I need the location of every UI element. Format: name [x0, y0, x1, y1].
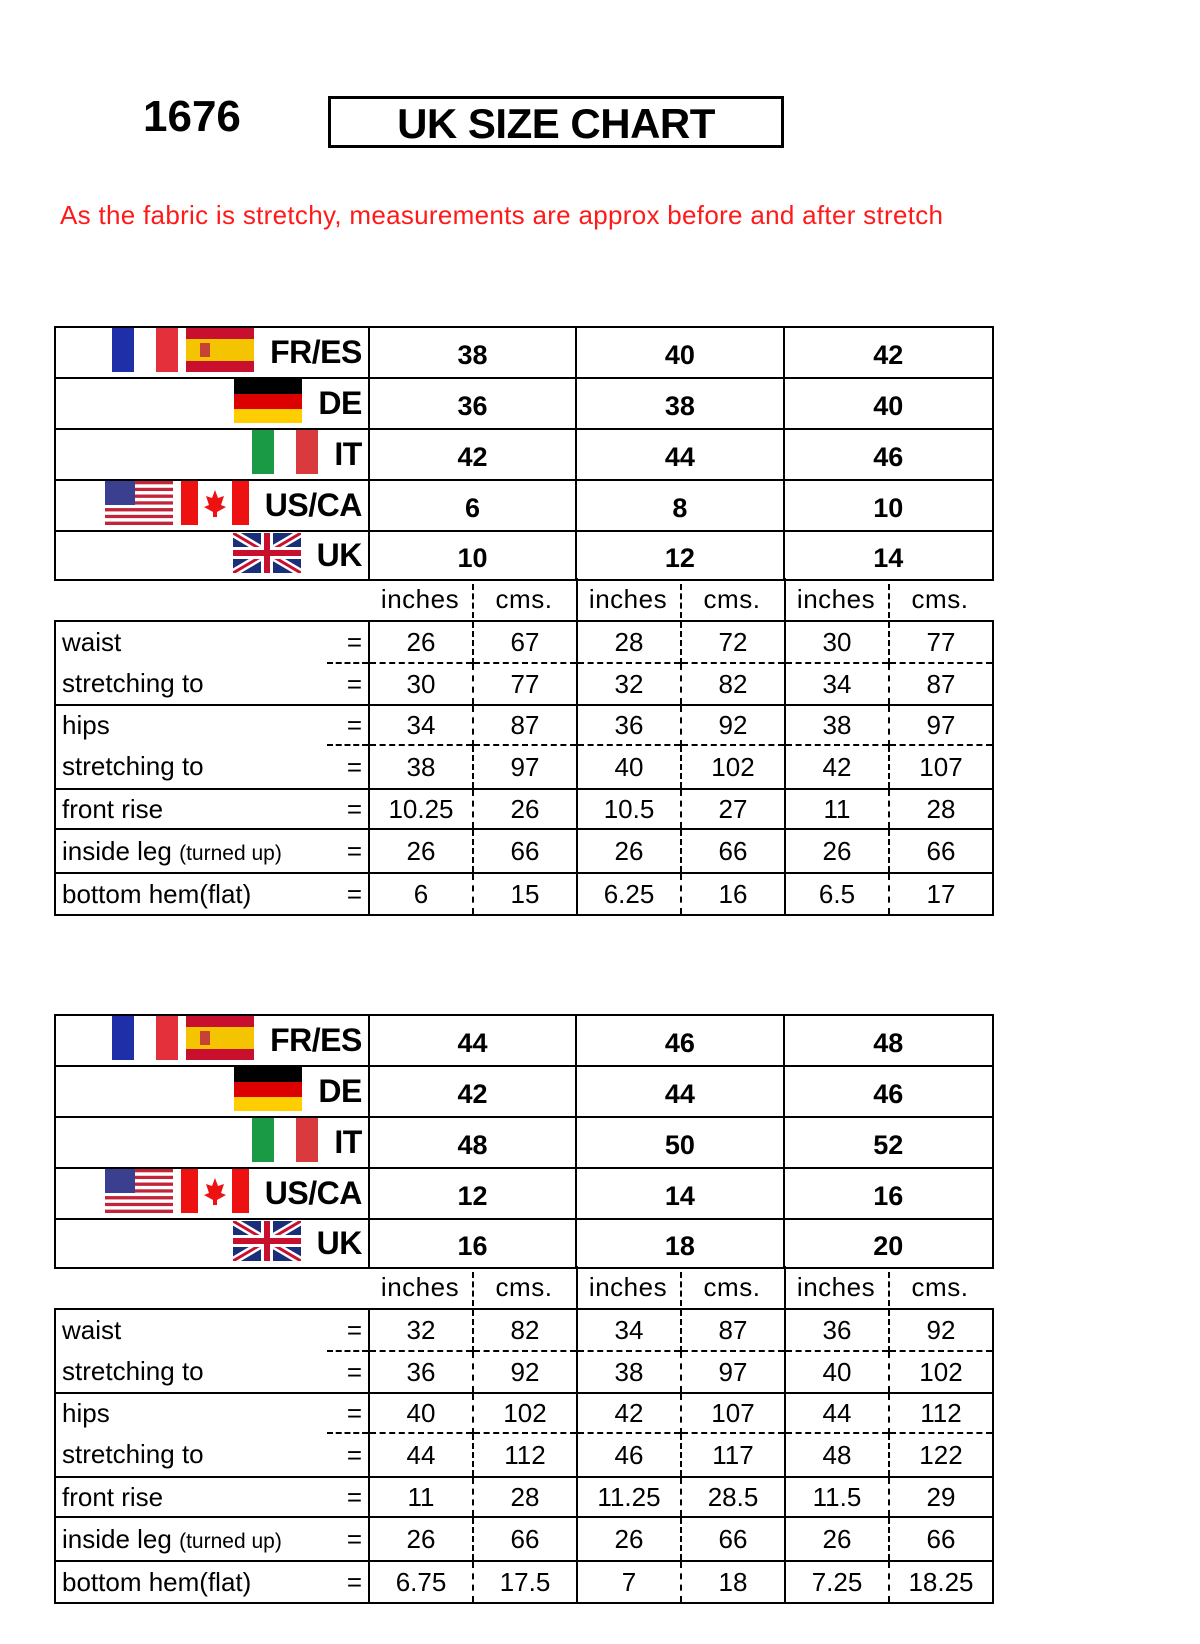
measure-value: 10.5: [577, 789, 681, 829]
usa-flag-icon: [105, 1169, 173, 1218]
measurements-table: [54, 620, 994, 916]
measure-value: 6.25: [577, 873, 681, 915]
measure-value: 10.25: [369, 789, 473, 829]
measure-value: 48: [785, 1433, 889, 1477]
measure-value: 28: [889, 789, 993, 829]
measure-row-waist-stretch: [55, 1351, 993, 1393]
size-value: 6: [369, 480, 576, 531]
measure-value: 92: [681, 705, 785, 745]
measure-value: 72: [681, 621, 785, 663]
size-table-2: [54, 1014, 994, 1614]
measure-value: 92: [473, 1351, 577, 1393]
unit-inches: inches: [796, 1272, 876, 1302]
size-row-fr_es: [55, 1015, 993, 1066]
units-header: [368, 578, 994, 620]
measure-label: stretching to: [55, 745, 327, 789]
measure-value: 102: [473, 1393, 577, 1433]
measure-value: 7: [577, 1561, 681, 1603]
unit-cms: cms.: [911, 584, 969, 614]
measure-value: 17.5: [473, 1561, 577, 1603]
measure-value: 26: [577, 829, 681, 873]
equals-sign: =: [327, 1309, 369, 1351]
size-value: 14: [576, 1168, 783, 1219]
size-conversion-table: [54, 1014, 994, 1269]
size-value: 18: [576, 1219, 783, 1268]
size-value: 46: [784, 429, 993, 480]
measure-value: 40: [577, 745, 681, 789]
france-flag-icon: [112, 328, 178, 377]
measure-value: 26: [785, 1517, 889, 1561]
measure-value: 26: [785, 829, 889, 873]
measure-value: 34: [369, 705, 473, 745]
measure-row-hips: [55, 705, 993, 745]
size-value: 42: [369, 429, 576, 480]
size-system-label: FR/ES: [270, 1022, 362, 1058]
measure-value: 38: [369, 745, 473, 789]
measure-label: stretching to: [55, 1433, 327, 1477]
measure-label: front rise: [55, 1477, 327, 1517]
measure-row-inside-leg: [55, 829, 993, 873]
measure-value: 40: [369, 1393, 473, 1433]
measure-value: 15: [473, 873, 577, 915]
uk-flag-icon: [233, 533, 301, 578]
measure-label: front rise: [55, 789, 327, 829]
size-value: 38: [576, 378, 783, 429]
spain-flag-icon: [186, 1016, 254, 1065]
measure-value: 112: [473, 1433, 577, 1477]
uk-flag-icon: [233, 1221, 301, 1266]
unit-cms: cms.: [703, 1272, 761, 1302]
measure-value: 11: [785, 789, 889, 829]
product-code: 1676: [143, 92, 241, 141]
size-system-label: US/CA: [264, 1175, 362, 1211]
measure-value: 30: [369, 663, 473, 705]
size-table-1: [54, 326, 994, 926]
measure-value: 77: [473, 663, 577, 705]
measure-value: 26: [577, 1517, 681, 1561]
measure-label: waist: [55, 621, 327, 663]
measure-row-hips: [55, 1393, 993, 1433]
equals-sign: =: [327, 705, 369, 745]
unit-inches: inches: [796, 584, 876, 614]
size-value: 12: [576, 531, 783, 580]
size-value: 46: [576, 1015, 783, 1066]
equals-sign: =: [327, 1393, 369, 1433]
measure-value: 38: [785, 705, 889, 745]
measurements-table: [54, 1308, 994, 1604]
measure-value: 18.25: [889, 1561, 993, 1603]
measure-value: 46: [577, 1433, 681, 1477]
size-system-label: UK: [316, 537, 362, 573]
equals-sign: =: [327, 1561, 369, 1603]
equals-sign: =: [327, 1477, 369, 1517]
measure-value: 87: [473, 705, 577, 745]
measure-value: 26: [369, 1517, 473, 1561]
equals-sign: =: [327, 621, 369, 663]
measure-value: 34: [785, 663, 889, 705]
measure-value: 6.75: [369, 1561, 473, 1603]
measure-value: 92: [889, 1309, 993, 1351]
size-value: 50: [576, 1117, 783, 1168]
measure-value: 102: [889, 1351, 993, 1393]
equals-sign: =: [327, 1517, 369, 1561]
measure-value: 77: [889, 621, 993, 663]
size-value: 16: [369, 1219, 576, 1268]
unit-cms: cms.: [495, 584, 553, 614]
measure-value: 117: [681, 1433, 785, 1477]
measure-value: 16: [681, 873, 785, 915]
measure-value: 66: [473, 1517, 577, 1561]
size-value: 48: [369, 1117, 576, 1168]
unit-inches: inches: [380, 584, 460, 614]
size-row-fr_es: [55, 327, 993, 378]
measure-label: inside leg (turned up): [55, 829, 327, 873]
equals-sign: =: [327, 745, 369, 789]
unit-inches: inches: [588, 1272, 668, 1302]
unit-cms: cms.: [911, 1272, 969, 1302]
measure-value: 36: [577, 705, 681, 745]
measure-value: 27: [681, 789, 785, 829]
size-value: 36: [369, 378, 576, 429]
germany-flag-icon: [234, 1067, 302, 1116]
size-value: 10: [369, 531, 576, 580]
measure-value: 28: [473, 1477, 577, 1517]
unit-cms: cms.: [495, 1272, 553, 1302]
measure-value: 28: [577, 621, 681, 663]
measure-label: bottom hem(flat): [55, 1561, 327, 1603]
size-row-it: [55, 429, 993, 480]
size-value: 40: [784, 378, 993, 429]
measure-value: 11.5: [785, 1477, 889, 1517]
measure-label: hips: [55, 705, 327, 745]
measure-value: 36: [369, 1351, 473, 1393]
spain-flag-icon: [186, 328, 254, 377]
measure-value: 67: [473, 621, 577, 663]
stretch-note: As the fabric is stretchy, measurements are approx before and after stretch: [60, 200, 944, 230]
size-value: 8: [576, 480, 783, 531]
measure-value: 44: [369, 1433, 473, 1477]
measure-value: 66: [681, 1517, 785, 1561]
measure-value: 97: [889, 705, 993, 745]
measure-value: 82: [681, 663, 785, 705]
measure-row-waist: [55, 621, 993, 663]
measure-label: stretching to: [55, 663, 327, 705]
size-value: 48: [784, 1015, 993, 1066]
size-row-us_ca: [55, 1168, 993, 1219]
size-value: 44: [369, 1015, 576, 1066]
measure-value: 11: [369, 1477, 473, 1517]
equals-sign: =: [327, 789, 369, 829]
measure-value: 122: [889, 1433, 993, 1477]
size-value: 14: [784, 531, 993, 580]
size-system-label: UK: [316, 1225, 362, 1261]
size-row-us_ca: [55, 480, 993, 531]
germany-flag-icon: [234, 379, 302, 428]
size-row-uk: [55, 1219, 993, 1268]
measure-row-front-rise: [55, 789, 993, 829]
measure-label: bottom hem(flat): [55, 873, 327, 915]
measure-value: 82: [473, 1309, 577, 1351]
size-conversion-table: [54, 326, 994, 581]
size-value: 40: [576, 327, 783, 378]
measure-value: 26: [473, 789, 577, 829]
size-value: 44: [576, 1066, 783, 1117]
measure-label: stretching to: [55, 1351, 327, 1393]
measure-value: 66: [889, 829, 993, 873]
measure-label: hips: [55, 1393, 327, 1433]
measure-row-hips-stretch: [55, 1433, 993, 1477]
usa-flag-icon: [105, 481, 173, 530]
unit-cms: cms.: [703, 584, 761, 614]
measure-row-bottom-hem: [55, 873, 993, 915]
measure-value: 97: [681, 1351, 785, 1393]
measure-value: 66: [681, 829, 785, 873]
size-value: 52: [784, 1117, 993, 1168]
size-value: 44: [576, 429, 783, 480]
measure-value: 30: [785, 621, 889, 663]
measure-value: 26: [369, 829, 473, 873]
unit-inches: inches: [588, 584, 668, 614]
measure-value: 11.25: [577, 1477, 681, 1517]
measure-value: 107: [889, 745, 993, 789]
measure-row-waist-stretch: [55, 663, 993, 705]
size-system-label: IT: [334, 1124, 362, 1160]
size-value: 10: [784, 480, 993, 531]
italy-flag-icon: [252, 430, 318, 479]
measure-value: 97: [473, 745, 577, 789]
measure-value: 26: [369, 621, 473, 663]
measure-value: 7.25: [785, 1561, 889, 1603]
italy-flag-icon: [252, 1118, 318, 1167]
measure-value: 42: [577, 1393, 681, 1433]
measure-value: 66: [473, 829, 577, 873]
equals-sign: =: [327, 1351, 369, 1393]
size-system-label: FR/ES: [270, 334, 362, 370]
measure-value: 18: [681, 1561, 785, 1603]
size-value: 42: [784, 327, 993, 378]
measure-label: inside leg (turned up): [55, 1517, 327, 1561]
size-system-label: DE: [318, 385, 362, 421]
measure-value: 6.5: [785, 873, 889, 915]
canada-flag-icon: [181, 1169, 249, 1218]
measure-row-inside-leg: [55, 1517, 993, 1561]
size-system-label: US/CA: [264, 487, 362, 523]
measure-value: 112: [889, 1393, 993, 1433]
equals-sign: =: [327, 1433, 369, 1477]
size-value: 42: [369, 1066, 576, 1117]
chart-title: UK SIZE CHART: [328, 96, 784, 148]
size-system-label: DE: [318, 1073, 362, 1109]
measure-value: 38: [577, 1351, 681, 1393]
size-value: 20: [784, 1219, 993, 1268]
unit-inches: inches: [380, 1272, 460, 1302]
measure-value: 36: [785, 1309, 889, 1351]
measure-value: 102: [681, 745, 785, 789]
size-system-label: IT: [334, 436, 362, 472]
measure-value: 32: [577, 663, 681, 705]
size-value: 38: [369, 327, 576, 378]
measure-value: 44: [785, 1393, 889, 1433]
measure-value: 87: [889, 663, 993, 705]
measure-row-front-rise: [55, 1477, 993, 1517]
canada-flag-icon: [181, 481, 249, 530]
size-row-de: [55, 378, 993, 429]
measure-label: waist: [55, 1309, 327, 1351]
size-value: 16: [784, 1168, 993, 1219]
measure-value: 29: [889, 1477, 993, 1517]
measure-value: 66: [889, 1517, 993, 1561]
measure-value: 32: [369, 1309, 473, 1351]
size-row-de: [55, 1066, 993, 1117]
size-row-uk: [55, 531, 993, 580]
measure-value: 107: [681, 1393, 785, 1433]
equals-sign: =: [327, 663, 369, 705]
measure-row-waist: [55, 1309, 993, 1351]
measure-value: 87: [681, 1309, 785, 1351]
measure-value: 6: [369, 873, 473, 915]
equals-sign: =: [327, 829, 369, 873]
measure-value: 34: [577, 1309, 681, 1351]
france-flag-icon: [112, 1016, 178, 1065]
measure-value: 42: [785, 745, 889, 789]
measure-value: 40: [785, 1351, 889, 1393]
units-header: [368, 1266, 994, 1308]
measure-value: 28.5: [681, 1477, 785, 1517]
measure-value: 17: [889, 873, 993, 915]
size-row-it: [55, 1117, 993, 1168]
equals-sign: =: [327, 873, 369, 915]
measure-row-bottom-hem: [55, 1561, 993, 1603]
size-value: 46: [784, 1066, 993, 1117]
measure-row-hips-stretch: [55, 745, 993, 789]
size-value: 12: [369, 1168, 576, 1219]
